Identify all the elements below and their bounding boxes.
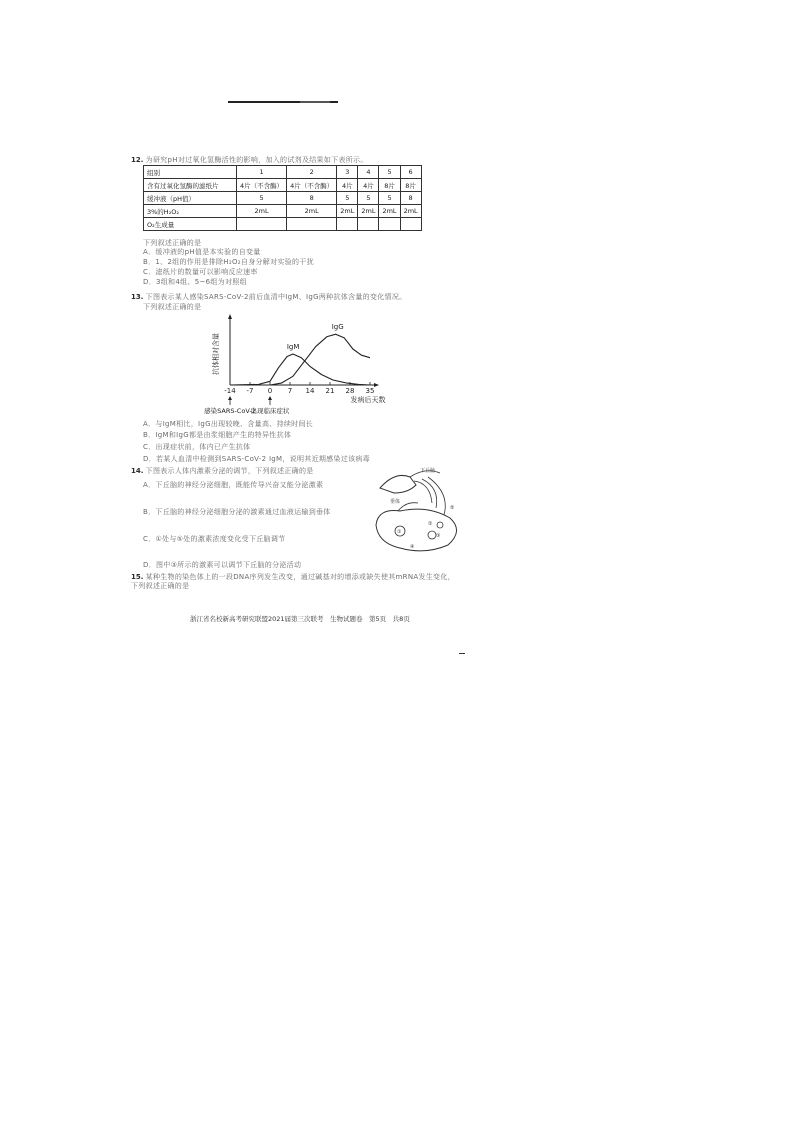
x-tick-label: -14 <box>224 387 236 395</box>
chart-annotation: 出现临床症状 <box>250 407 290 415</box>
q12-table-cell <box>337 218 358 231</box>
fig-label-4: ④ <box>410 544 415 550</box>
annotation-arrowhead <box>268 396 272 400</box>
x-tick-label: 35 <box>365 387 375 395</box>
q13-stem-text: 下图表示某人感染SARS-CoV-2前后血清中IgM、IgG两种抗体含量的变化情况。 <box>145 293 407 301</box>
x-tick-label: 0 <box>267 387 273 395</box>
q12-table-cell <box>237 218 287 231</box>
q13-number: 13. <box>131 293 144 301</box>
q12-table-cell: 4片（不含酶） <box>237 179 287 192</box>
q12-table <box>143 165 422 231</box>
q12-table-cell: 2mL <box>287 205 337 218</box>
q12-table-cell: 8片 <box>379 179 400 192</box>
series-line-igm <box>230 354 370 385</box>
fig-label-5: ⑤ <box>450 505 455 511</box>
q12-stem <box>131 156 368 165</box>
x-tick-label: 7 <box>287 387 293 395</box>
q12-table-cell: 2mL <box>379 205 400 218</box>
q12-table-cell: 5 <box>337 192 358 205</box>
q14-stem-text: 下图表示人体内激素分泌的调节，下列叙述正确的是 <box>145 467 314 475</box>
header-rule-tail <box>300 101 330 103</box>
q12-table-row <box>144 179 422 192</box>
fig-label-hypothalamus: 下丘脑 <box>420 468 436 474</box>
q12-table-row <box>144 205 422 218</box>
q12-table-cell: 4 <box>358 166 379 179</box>
q12-table-cell: 5 <box>379 192 400 205</box>
q12-table-cell <box>358 218 379 231</box>
q12-table-cell <box>400 218 421 231</box>
q14-option-d: D．图中③所示的激素可以调节下丘脑的分泌活动 <box>143 561 302 569</box>
q12-table-cell: 5 <box>237 192 287 205</box>
q12-table-cell <box>287 218 337 231</box>
q14-option-a: A．下丘脑的神经分泌细胞，既能传导兴奋又能分泌激素 <box>143 481 324 489</box>
x-tick-label: 28 <box>345 387 355 395</box>
q13-option-a: A．与IgM相比，IgG出现较晚、含量高、持续时间长 <box>143 420 314 428</box>
q12-table-cell: 6 <box>400 166 421 179</box>
q12-table-cell <box>379 218 400 231</box>
q12-option-c: C．滤纸片的数量可以影响反应速率 <box>143 268 258 276</box>
q12-table-cell: 4片 <box>337 179 358 192</box>
q12-table-row-head: 含有过氧化氢酶的滤纸片 <box>144 179 237 192</box>
q13-option-b: B．IgM和IgG都是由浆细胞产生的特异性抗体 <box>143 431 292 439</box>
q15-number: 15. <box>131 573 144 581</box>
page-footer: 浙江省名校新高考研究联盟2021届第三次联考 生物试题卷 第5页 共8页 <box>190 615 410 623</box>
fig-label-3: ③ <box>436 533 441 539</box>
series-label-igm: IgM <box>286 343 300 351</box>
q12-table-row-head: 缓冲液（pH值） <box>144 192 237 205</box>
x-tick-label: 14 <box>305 387 315 395</box>
q14-stem <box>131 467 314 476</box>
q13-prompt: 下列叙述正确的是 <box>143 303 202 311</box>
series-line-igg <box>230 334 370 385</box>
q12-table-cell: 2mL <box>400 205 421 218</box>
y-axis-label: 抗体相对含量 <box>212 333 220 375</box>
fig-label-1: ① <box>397 529 402 535</box>
q12-table-cell: 3 <box>337 166 358 179</box>
x-tick-label: -7 <box>246 387 254 395</box>
hypothalamus-pituitary-figure <box>370 463 470 558</box>
x-axis-label: 发病后天数 <box>350 396 386 404</box>
q12-table-row <box>144 166 422 179</box>
chart-annotation: 感染SARS-CoV-2 <box>204 407 256 415</box>
q14-option-c: C．①处与⑤处的激素浓度变化受下丘脑调节 <box>143 535 286 543</box>
q14-option-b: B．下丘脑的神经分泌细胞分泌的激素通过血液运输到垂体 <box>143 508 331 516</box>
q12-stem-text: 为研究pH对过氧化氢酶活性的影响，加入的试剂及结果如下表所示。 <box>145 156 368 164</box>
q12-table-cell: 2mL <box>358 205 379 218</box>
q12-table-cell: 8 <box>400 192 421 205</box>
q12-table-cell: 2mL <box>337 205 358 218</box>
q12-table-cell: 8 <box>287 192 337 205</box>
q12-table-row-head: 3%的H₂O₂ <box>144 205 237 218</box>
q14-number: 14. <box>131 467 144 475</box>
q12-table-row <box>144 192 422 205</box>
series-label-igg: IgG <box>331 323 344 332</box>
y-axis-arrow <box>228 314 232 319</box>
q12-table-cell: 8片 <box>400 179 421 192</box>
x-tick-label: 21 <box>325 387 335 395</box>
q13-option-c: C．出现症状前，体内已产生抗体 <box>143 443 251 451</box>
fig-label-pituitary: 垂体 <box>390 499 401 505</box>
q12-table-row-head: O₂生成量 <box>144 218 237 231</box>
q12-table-cell: 5 <box>358 192 379 205</box>
fig-label-2: ② <box>428 521 433 527</box>
annotation-arrowhead <box>228 396 232 400</box>
q15-stem-text: 某种生物的染色体上的一段DNA序列发生改变，通过碱基对的增添或缺失使其mRNA发生变化，下列叙述正确的是 <box>131 573 455 590</box>
q12-table-cell: 1 <box>237 166 287 179</box>
q12-table-cell: 4片（不含酶） <box>287 179 337 192</box>
antibody-chart <box>200 310 390 420</box>
q12-option-a: A．缓冲液的pH值是本实验的自变量 <box>143 248 261 256</box>
x-axis-arrow <box>374 383 379 387</box>
q13-option-d: D．若某人血清中检测到SARS-CoV-2 IgM，说明其近期感染过该病毒 <box>143 455 370 463</box>
q12-table-cell: 2 <box>287 166 337 179</box>
page-dash <box>459 653 465 654</box>
q15-stem <box>131 573 461 591</box>
q12-table-row <box>144 218 422 231</box>
q13-stem <box>131 293 406 302</box>
q12-option-d: D．3组和4组、5~6组为对照组 <box>143 278 247 286</box>
q12-number: 12. <box>131 156 144 164</box>
q12-table-cell: 5 <box>379 166 400 179</box>
q12-prompt: 下列叙述正确的是 <box>143 239 202 247</box>
q12-table-cell: 4片 <box>358 179 379 192</box>
q12-table-row-head: 组别 <box>144 166 237 179</box>
q12-table-cell: 2mL <box>237 205 287 218</box>
q12-option-b: B．1、2组的作用是排除H₂O₂自身分解对实验的干扰 <box>143 258 314 266</box>
